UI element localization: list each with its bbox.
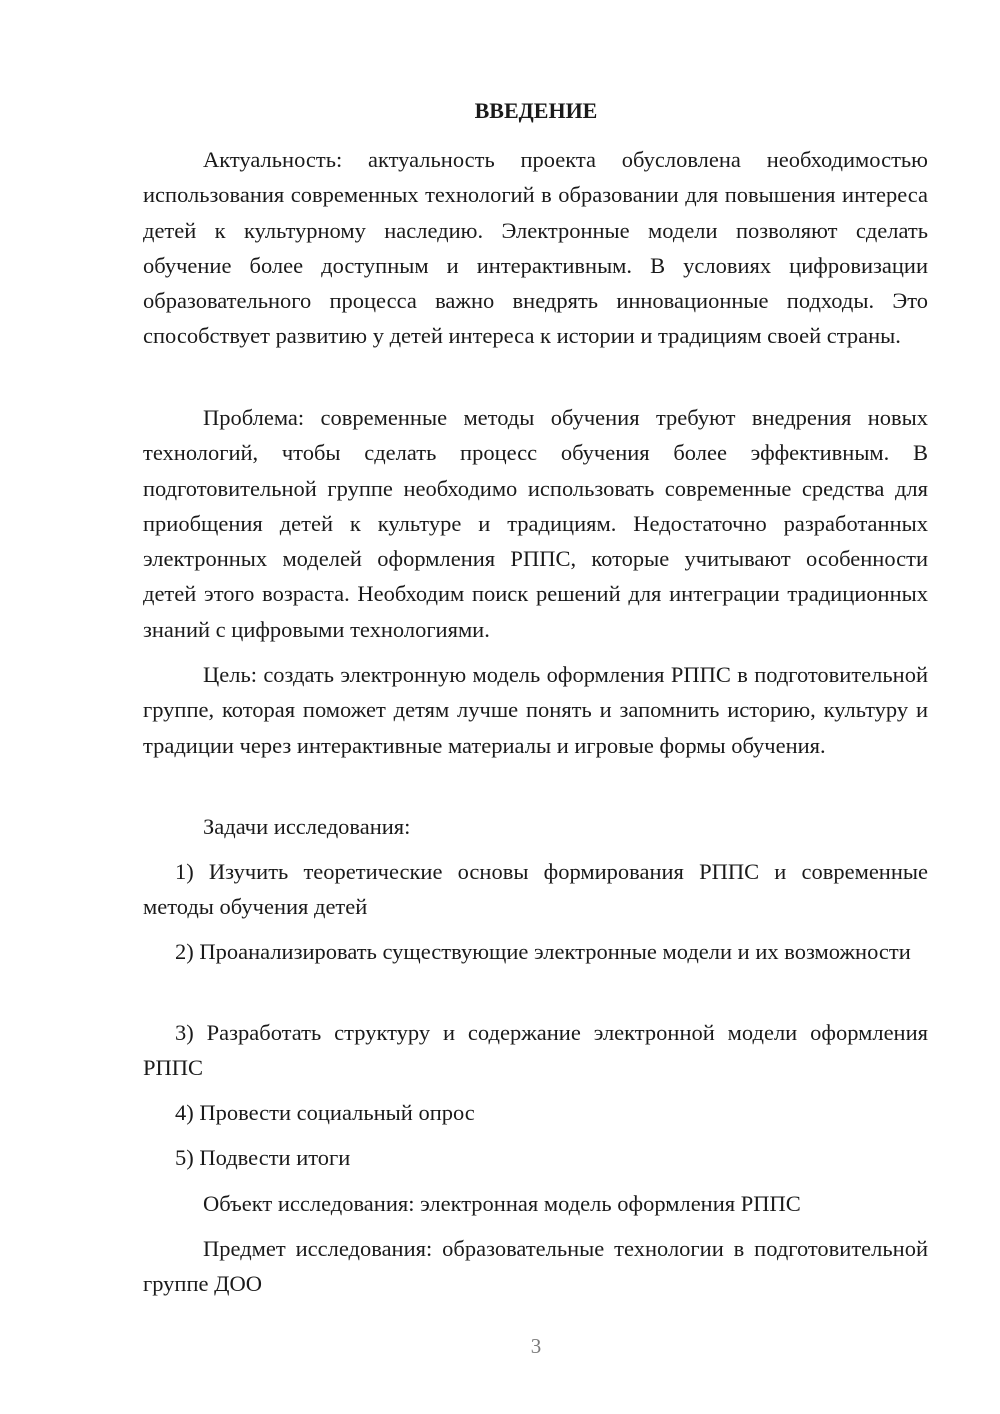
task-item-1: 1) Изучить теоретические основы формирования РППС и современные методы обучения детей	[143, 859, 928, 920]
goal-paragraph: Цель: создать электронную модель оформления РППС в подготовительной группе, которая поможет детям лучше понять и запомнить историю, культуру и традиции через интерактивные материалы и игровые формы обучения.	[143, 662, 928, 758]
object-paragraph: Объект исследования: электронная модель оформления РППС	[203, 1191, 801, 1216]
page-number: 3	[530, 1334, 542, 1358]
problem-paragraph: Проблема: современные методы обучения требуют внедрения новых технологий, чтобы сделать процесс обучения более эффективным. В подготовительной группе необходимо использовать современные средства для приобщения детей к культуре и традициям. Недостаточно разработанных электронных моделей оформления РППС, которые учитывают особенности детей этого возраста. Необходим поиск решений для интеграции традиционных знаний с цифровыми технологиями.	[143, 405, 928, 642]
task-item-5: 5) Подвести итоги	[175, 1145, 351, 1170]
tasks-title: Задачи исследования:	[203, 814, 411, 839]
relevance-paragraph: Актуальность: актуальность проекта обусловлена необходимостью использования современных технологий в образовании для повышения интереса детей к культурному наследию. Электронные модели позволяют сделать обучение более доступным и интерактивным. В условиях цифровизации образовательного процесса важно внедрять инновационные подходы. Это способствует развитию у детей интереса к истории и традициям своей страны.	[143, 147, 928, 349]
task-item-2: 2) Проанализировать существующие электронные модели и их возможности	[175, 939, 911, 964]
task-item-3: 3) Разработать структуру и содержание электронной модели оформления РППС	[143, 1020, 928, 1081]
subject-paragraph: Предмет исследования: образовательные технологии в подготовительной группе ДОО	[143, 1236, 928, 1297]
section-heading: ВВЕДЕНИЕ	[474, 98, 598, 123]
task-item-4: 4) Провести социальный опрос	[175, 1100, 475, 1125]
